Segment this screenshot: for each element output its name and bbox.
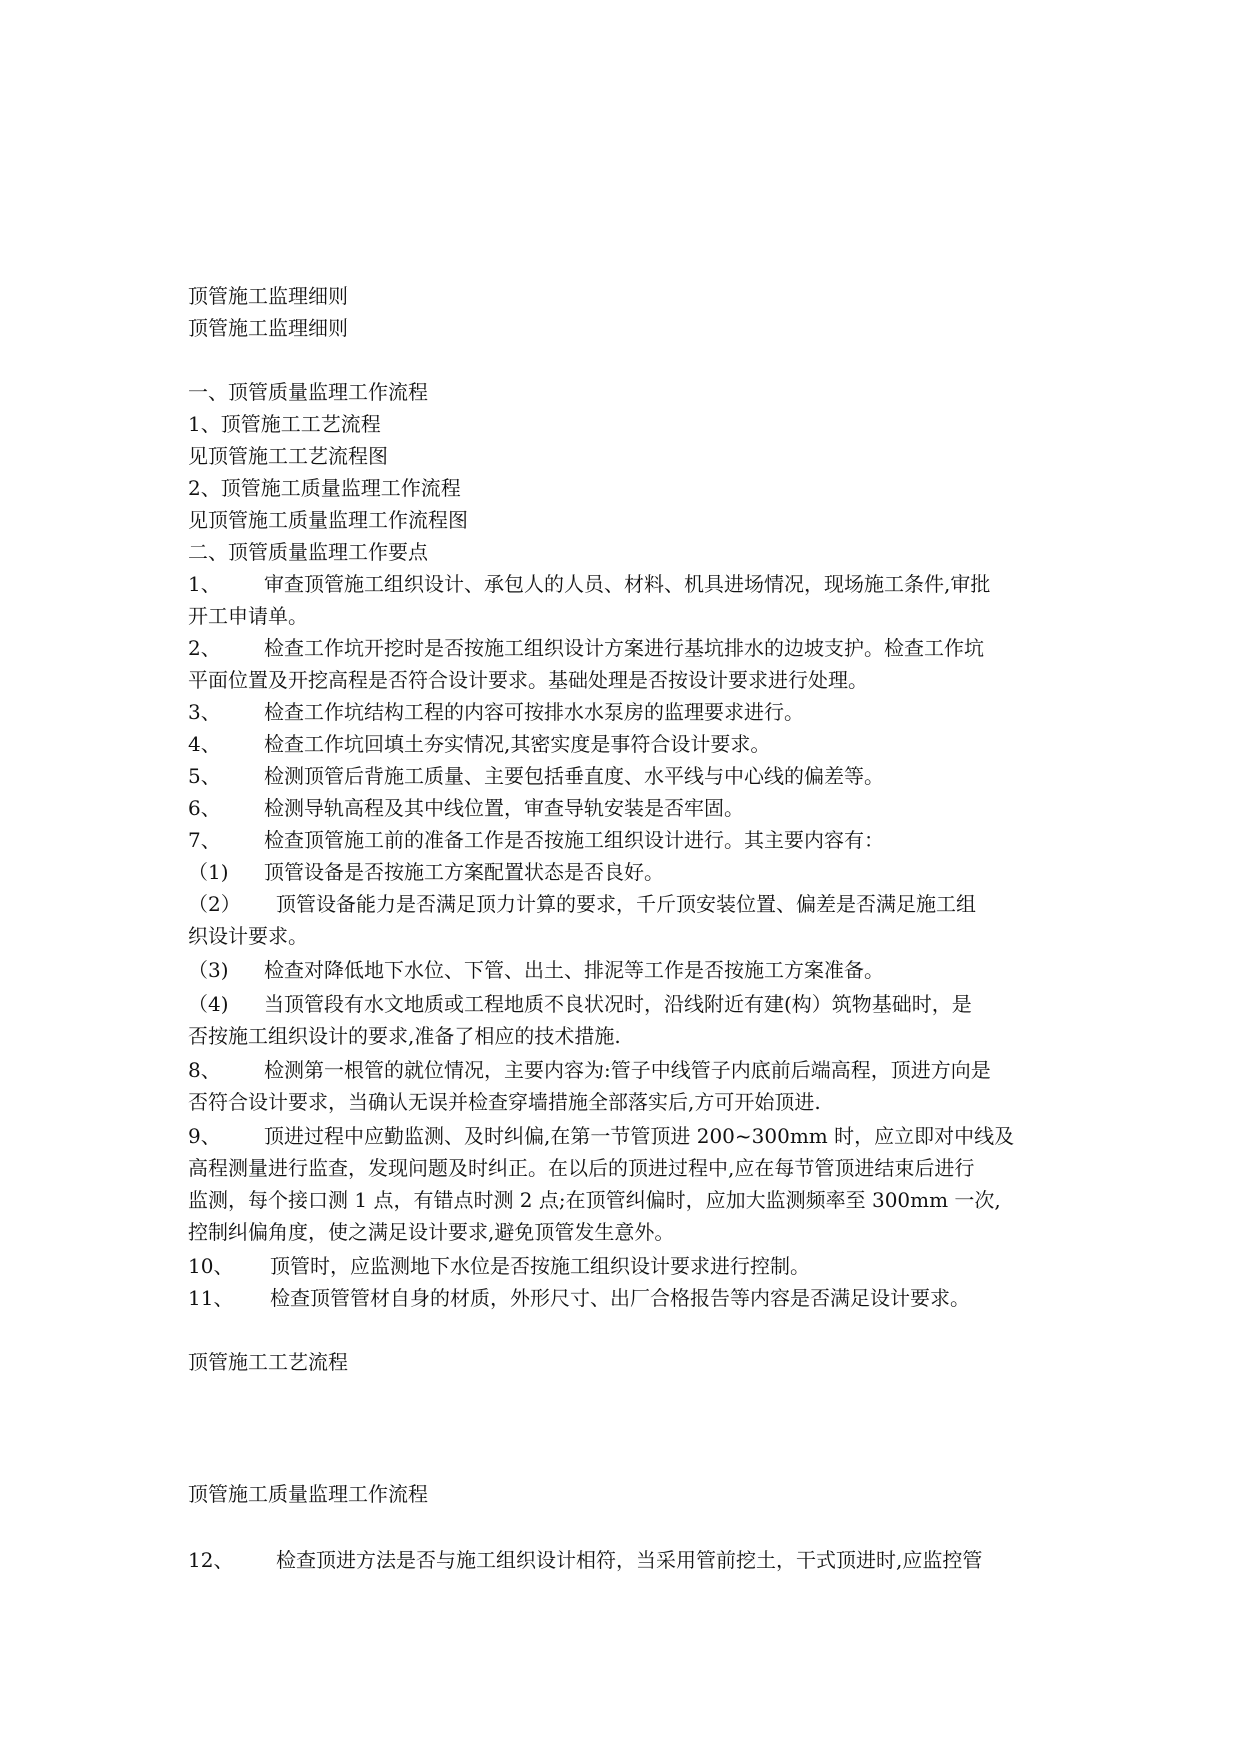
- figure-caption-quality: 顶管施工质量监理工作流程: [188, 1482, 428, 1506]
- item-text: 检查顶管管材自身的材质，外形尺寸、出厂合格报告等内容是否满足设计要求。: [270, 1286, 970, 1310]
- item-text: 检查工作坑开挖时是否按施工组织设计方案进行基坑排水的边坡支护。检查工作坑: [264, 636, 984, 660]
- list-item: [188, 762, 884, 790]
- item-continuation: 织设计要求。: [188, 924, 308, 948]
- section-heading-1: 一、顶管质量监理工作流程: [188, 380, 428, 404]
- list-item: [188, 698, 804, 726]
- item-text: 审查顶管施工组织设计、承包人的人员、材料、机具进场情况，现场施工条件,审批: [264, 572, 991, 596]
- item-number: 5、: [188, 764, 221, 788]
- list-item: [188, 1546, 982, 1574]
- item-text: 顶管时，应监测地下水位是否按施工组织设计要求进行控制。: [270, 1254, 810, 1278]
- sub-list-item: [188, 956, 884, 984]
- list-item: [188, 1056, 991, 1084]
- section1-item2-ref: 见顶管施工质量监理工作流程图: [188, 508, 468, 532]
- item-number: 10、: [188, 1254, 234, 1278]
- item-text: 检测顶管后背施工质量、主要包括垂直度、水平线与中心线的偏差等。: [264, 764, 884, 788]
- item-text: 顶管设备是否按施工方案配置状态是否良好。: [264, 860, 664, 884]
- item-number: （4): [188, 992, 229, 1016]
- item-text: 顶管设备能力是否满足顶力计算的要求，千斤顶安装位置、偏差是否满足施工组: [276, 892, 976, 916]
- item-number: 3、: [188, 700, 221, 724]
- item-number: 2、: [188, 636, 221, 660]
- item-continuation: 开工申请单。: [188, 604, 308, 628]
- section1-item2: 2、顶管施工质量监理工作流程: [188, 476, 461, 500]
- item-continuation: 否符合设计要求，当确认无误并检查穿墙措施全部落实后,方可开始顶进.: [188, 1090, 821, 1114]
- sub-list-item: [188, 990, 972, 1018]
- item-number: （1): [188, 860, 229, 884]
- document-subtitle: 顶管施工监理细则: [188, 316, 348, 340]
- item-continuation: 监测，每个接口测 1 点，有错点时测 2 点;在顶管纠偏时，应加大监测频率至 300mm 一次,: [188, 1188, 1001, 1212]
- item-number: 4、: [188, 732, 221, 756]
- section-heading-2: 二、顶管质量监理工作要点: [188, 540, 428, 564]
- item-number: 11、: [188, 1286, 234, 1310]
- sub-list-item: [188, 890, 976, 918]
- item-text: 检测导轨高程及其中线位置，审查导轨安装是否牢固。: [264, 796, 744, 820]
- list-item: [188, 1252, 810, 1280]
- item-continuation: 否按施工组织设计的要求,准备了相应的技术措施.: [188, 1024, 621, 1048]
- item-text: 检查顶进方法是否与施工组织设计相符，当采用管前挖土，干式顶进时,应监控管: [276, 1548, 983, 1572]
- section1-item1-ref: 见顶管施工工艺流程图: [188, 444, 388, 468]
- section1-item1: 1、顶管施工工艺流程: [188, 412, 381, 436]
- item-number: 1、: [188, 572, 221, 596]
- document-title: 顶管施工监理细则: [188, 284, 348, 308]
- item-text: 检查对降低地下水位、下管、出土、排泥等工作是否按施工方案准备。: [264, 958, 884, 982]
- item-text: 顶进过程中应勤监测、及时纠偏,在第一节管顶进 200~300mm 时，应立即对中线及: [264, 1124, 1015, 1148]
- list-item: [188, 570, 990, 598]
- item-number: 7、: [188, 828, 221, 852]
- list-item: [188, 1284, 970, 1312]
- list-item: [188, 794, 744, 822]
- sub-list-item: [188, 858, 664, 886]
- list-item: [188, 826, 884, 854]
- item-continuation: 高程测量进行监查，发现问题及时纠正。在以后的顶进过程中,应在每节管顶进结束后进行: [188, 1156, 975, 1180]
- item-text: 检测第一根管的就位情况，主要内容为:管子中线管子内底前后端高程，顶进方向是: [264, 1058, 991, 1082]
- item-continuation: 平面位置及开挖高程是否符合设计要求。基础处理是否按设计要求进行处理。: [188, 668, 868, 692]
- list-item: [188, 1122, 1014, 1150]
- item-number: （3): [188, 958, 229, 982]
- list-item: [188, 730, 770, 758]
- figure-caption-process: 顶管施工工艺流程: [188, 1350, 348, 1374]
- item-text: 当顶管段有水文地质或工程地质不良状况时，沿线附近有建(构）筑物基础时，是: [264, 992, 972, 1016]
- item-number: 6、: [188, 796, 221, 820]
- item-text: 检查工作坑回填土夯实情况,其密实度是事符合设计要求。: [264, 732, 771, 756]
- item-text: 检查顶管施工前的准备工作是否按施工组织设计进行。其主要内容有：: [264, 828, 884, 852]
- item-number: 9、: [188, 1124, 221, 1148]
- list-item: [188, 634, 984, 662]
- item-number: 8、: [188, 1058, 221, 1082]
- item-text: 检查工作坑结构工程的内容可按排水水泵房的监理要求进行。: [264, 700, 804, 724]
- item-number: 12、: [188, 1548, 234, 1572]
- item-continuation: 控制纠偏角度，使之满足设计要求,避免顶管发生意外。: [188, 1220, 675, 1244]
- item-number: （2）: [188, 892, 241, 916]
